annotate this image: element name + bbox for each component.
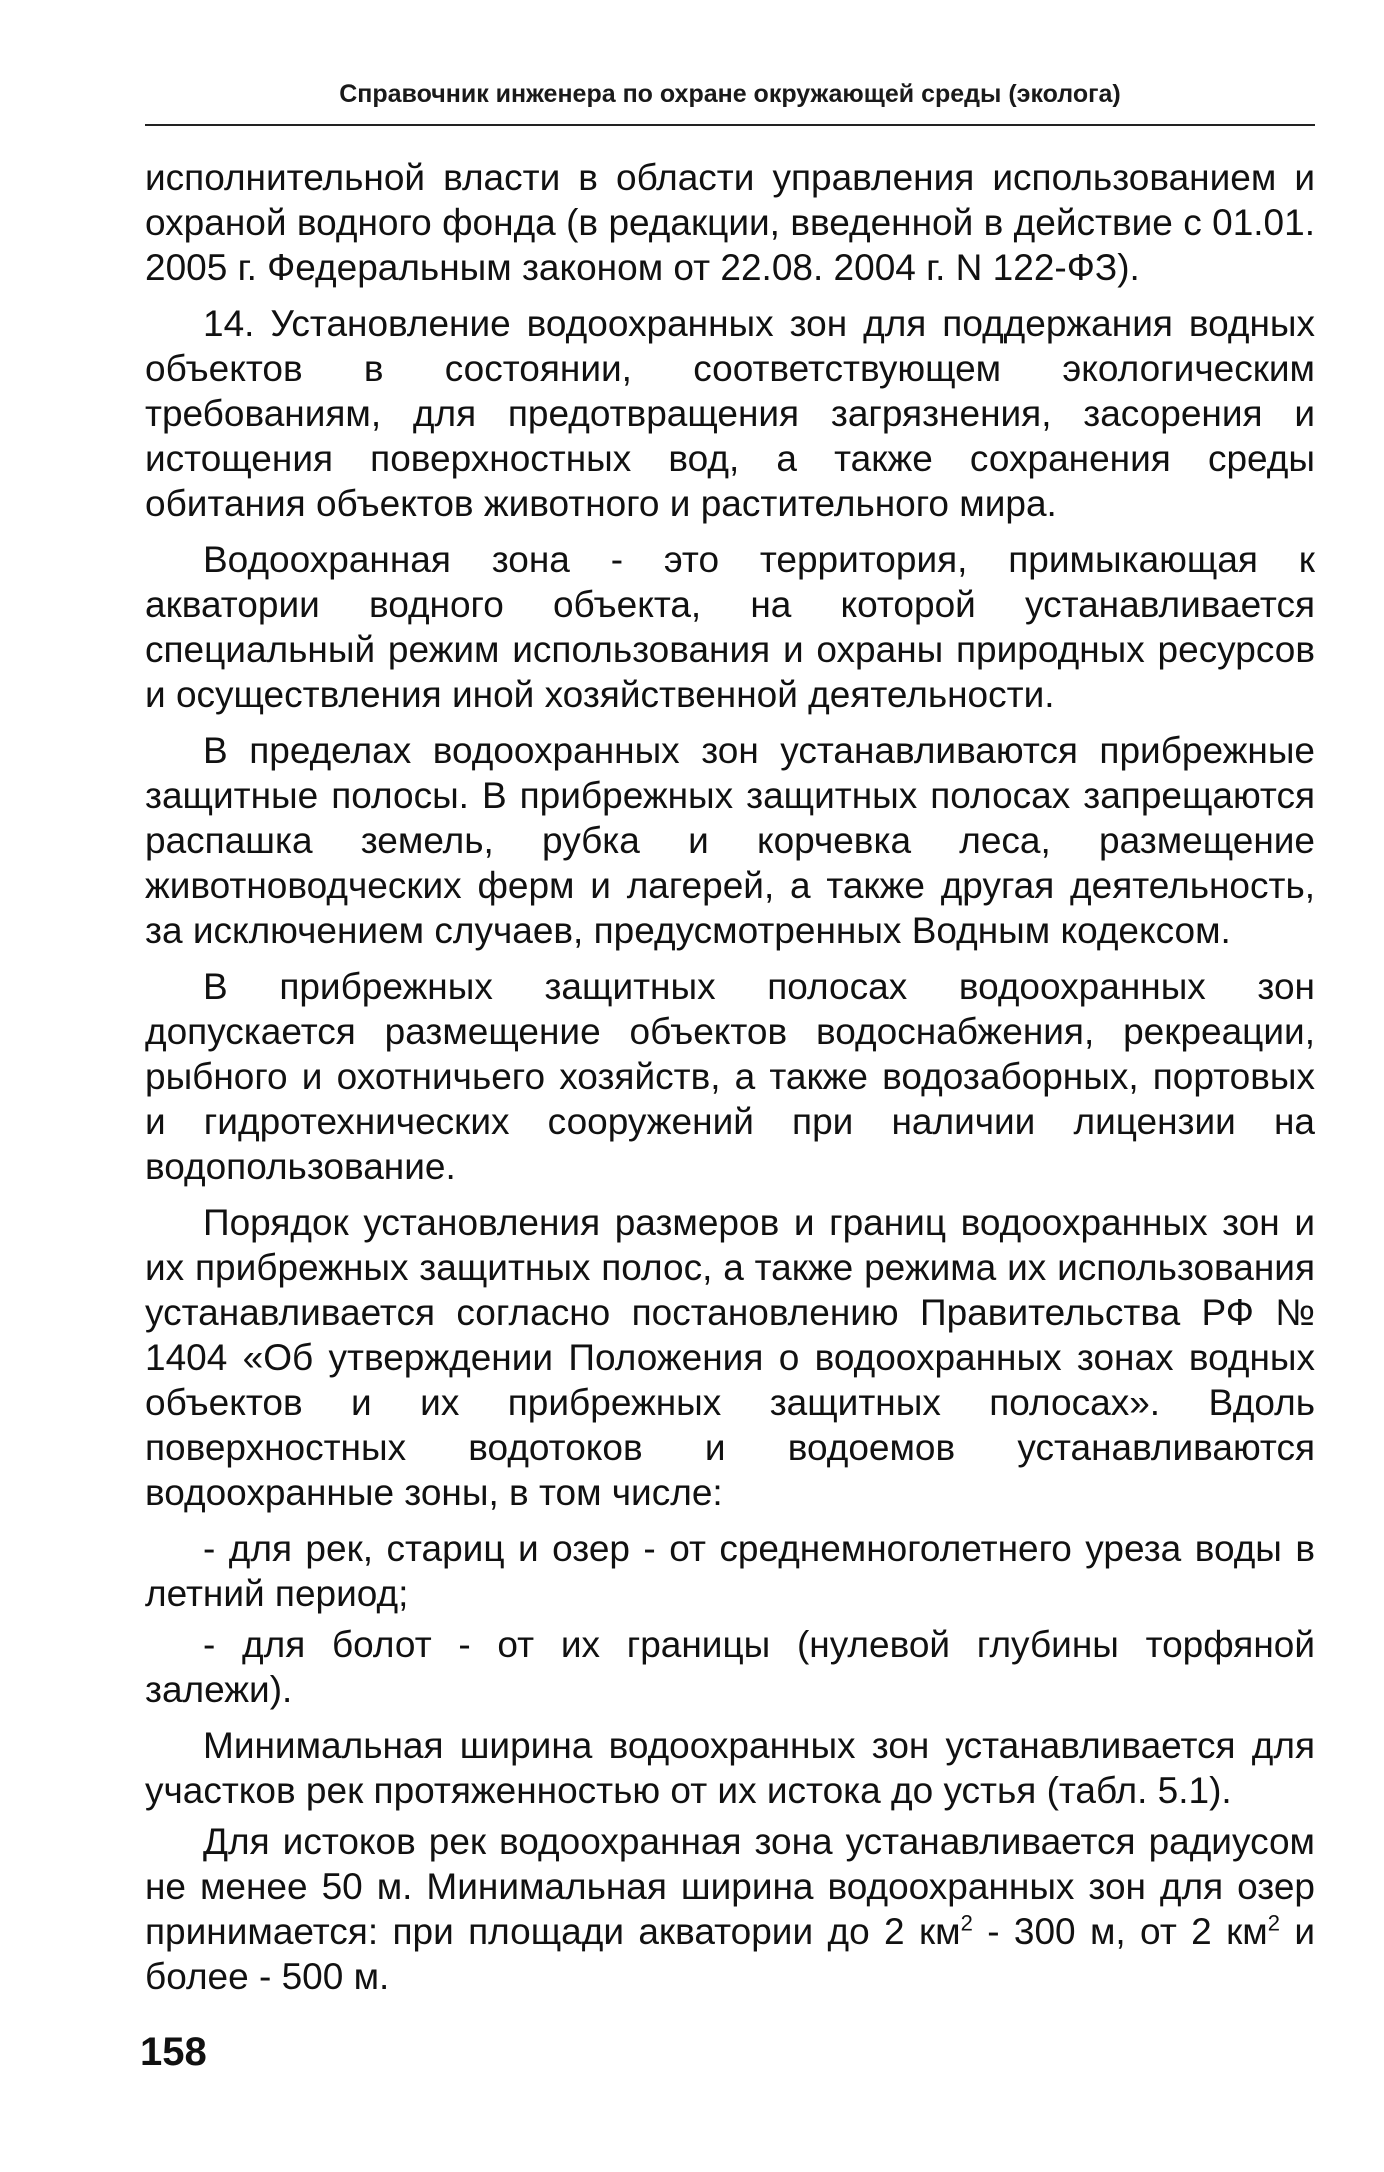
paragraph-sources xyxy=(145,1819,1315,1999)
paragraph-minimum-width: Минимальная ширина водоохранных зон устанавливается для участков рек протяженностью от их истока до устья (табл. 5.1). xyxy=(145,1725,1315,1811)
paragraph-coastal-strips: В пределах водоохранных зон устанавливаются прибрежные защитные полосы. В прибрежных защитных полосах запрещаются распашка земель, рубка и корчевка леса, размещение животноводческих ферм и лагерей, а также другая деятельность, за исключением случаев, предусмотренных Водным кодексом. xyxy=(145,730,1315,951)
paragraph-permitted-objects: В прибрежных защитных полосах водоохранных зон допускается размещение объектов водоснабжения, рекреации, рыбного и охотничьего хозяйств, а также водозаборных, портовых и гидротехнических сооружений при наличии лицензии на водопользование. xyxy=(145,966,1315,1187)
page-number: 158 xyxy=(140,2030,207,2074)
sources-text-3: и более - 500 м. xyxy=(145,1911,1315,1997)
paragraph-continuation: исполнительной власти в области управления использованием и охраной водного фонда (в редакции, введенной в действие с 01.01. 2005 г. Федеральным законом от 22.08. 2004 г. N 122-ФЗ). xyxy=(145,157,1315,288)
paragraph-definition: Водоохранная зона - это территория, примыкающая к акватории водного объекта, на которой устанавливается специальный режим использования и охраны природных ресурсов и осуществления иной хозяйственной деятельности. xyxy=(145,539,1315,715)
sources-text-1: Для истоков рек водоохранная зона устанавливается радиусом не менее 50 м. Минимальная ширина водоохранных зон для озер принимается: при площади акватории до 2 км xyxy=(145,1821,1315,1952)
list-item-swamps: - для болот - от их границы (нулевой глубины торфяной залежи). xyxy=(145,1624,1315,1710)
superscript-2b: 2 xyxy=(1267,1910,1280,1936)
sources-text-2: - 300 м, от 2 км xyxy=(972,1911,1268,1952)
superscript-2: 2 xyxy=(960,1910,973,1936)
running-header: Справочник инженера по охране окружающей среды (эколога) xyxy=(339,80,1121,108)
paragraph-item-14: 14. Установление водоохранных зон для поддержания водных объектов в состоянии, соответствующем экологическим требованиям, для предотвращения загрязнения, засорения и истощения поверхностных вод, а также сохранения среды обитания объектов животного и растительного мира. xyxy=(145,303,1315,524)
list-item-rivers: - для рек, стариц и озер - от среднемноголетнего уреза воды в летний период; xyxy=(145,1528,1315,1614)
header-rule xyxy=(145,124,1315,126)
paragraph-procedure: Порядок установления размеров и границ водоохранных зон и их прибрежных защитных полос, а также режима их использования устанавливается согласно постановлению Правительства РФ № 1404 «Об утверждении Положения о водоохранных зонах водных объектов и их прибрежных защитных полосах». Вдоль поверхностных водотоков и водоемов устанавливаются водоохранные зоны, в том числе: xyxy=(145,1202,1315,1513)
body-text xyxy=(145,155,1315,2010)
